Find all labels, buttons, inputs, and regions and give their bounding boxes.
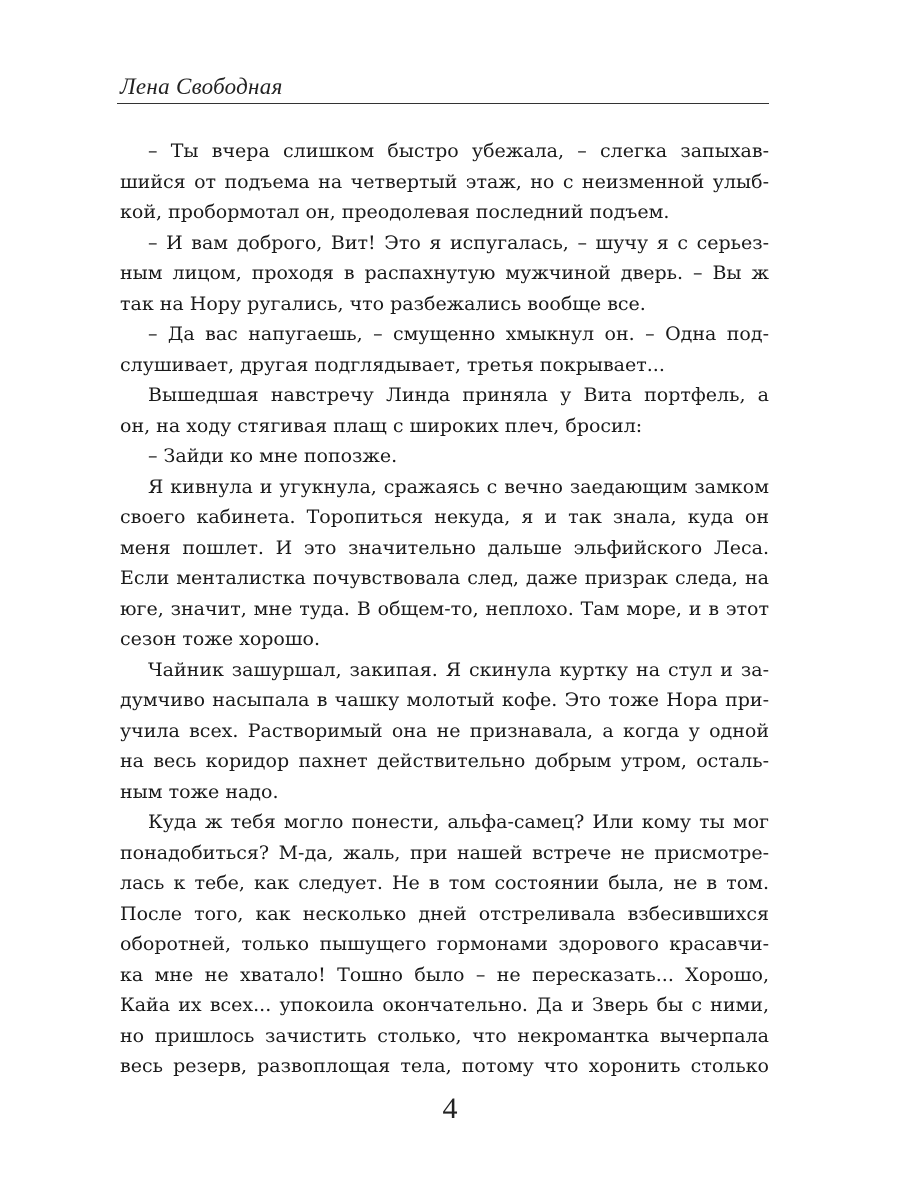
paragraph	[120, 655, 769, 808]
text-line: – И вам доброго, Вит! Это я испугалась, – шучу я с серьез-	[148, 231, 769, 254]
text-line: Куда ж тебя могло понести, альфа-самец? Или кому ты мог	[148, 811, 769, 833]
text-line: – Зайди ко мне попозже.	[148, 445, 398, 467]
text-line: Вышедшая навстречу Линда приняла у Вита портфель, а	[148, 384, 769, 406]
running-head-title: Лена Свободная	[120, 74, 283, 99]
paragraph	[120, 472, 769, 655]
text-line: оборотней, только пышущего гормонами здорового красавчи-	[120, 933, 769, 955]
text-line: – Ты вчера слишком быстро убежала, – слегка запыхав-	[148, 140, 769, 162]
paragraph	[120, 441, 769, 472]
page-number: 4	[442, 1092, 458, 1125]
text-line: Кайа их всех... упокоила окончательно. Да и Зверь бы с ними,	[120, 994, 769, 1016]
text-line: но пришлось зачистить столько, что некромантка вычерпала	[120, 1024, 769, 1047]
text-line: понадобиться? М-да, жаль, при нашей встрече не присмотре-	[120, 841, 769, 864]
body-text	[120, 136, 769, 1082]
text-line: Если менталистка почувствовала след, даже призрак следа, на	[120, 567, 769, 589]
text-line: своего кабинета. Торопиться некуда, я и так знала, куда он	[120, 506, 769, 528]
text-line: – Да вас напугаешь, – смущенно хмыкнул он. – Одна под-	[148, 323, 769, 345]
text-line: ка мне не хватало! Тошно было – не пересказать... Хорошо,	[120, 963, 769, 986]
text-line: весь резерв, развоплощая тела, потому что хоронить столько	[120, 1055, 769, 1077]
text-line: кой, пробормотал он, преодолевая последний подъем.	[120, 201, 670, 223]
paragraph	[120, 380, 769, 441]
paragraph	[120, 807, 769, 1082]
text-line: учила всех. Растворимый она не признавала, а когда у одной	[120, 719, 769, 742]
text-line: ным лицом, проходя в распахнутую мужчиной дверь. – Вы ж	[120, 262, 769, 284]
text-line: так на Нору ругались, что разбежались вообще все.	[120, 292, 646, 315]
paragraph	[120, 319, 769, 380]
paragraph	[120, 136, 769, 228]
text-line: ным тоже надо.	[120, 780, 279, 803]
text-line: думчиво насыпала в чашку молотый кофе. Это тоже Нора при-	[120, 689, 769, 711]
header-rule	[117, 103, 769, 104]
text-line: меня пошлет. И это значительно дальше эльфийского Леса.	[120, 536, 769, 559]
text-line: слушивает, другая подглядывает, третья покрывает...	[120, 353, 665, 376]
paragraph	[120, 228, 769, 320]
text-line: шийся от подъема на четвертый этаж, но с неизменной улыб-	[120, 170, 769, 193]
text-line: на весь коридор пахнет действительно добрым утром, осталь-	[120, 750, 769, 772]
text-line: он, на ходу стягивая плащ с широких плеч, бросил:	[120, 414, 643, 437]
text-line: лась к тебе, как следует. Не в том состоянии была, не в том.	[120, 872, 769, 894]
text-line: После того, как несколько дней отстреливала взбесившихся	[120, 902, 769, 925]
text-line: сезон тоже хорошо.	[120, 628, 321, 650]
text-line: Чайник зашуршал, закипая. Я скинула куртку на стул и за-	[148, 658, 769, 681]
text-line: юге, значит, мне туда. В общем-то, неплохо. Там море, и в этот	[120, 597, 769, 620]
text-line: Я кивнула и угукнула, сражаясь с вечно заедающим замком	[148, 475, 769, 498]
